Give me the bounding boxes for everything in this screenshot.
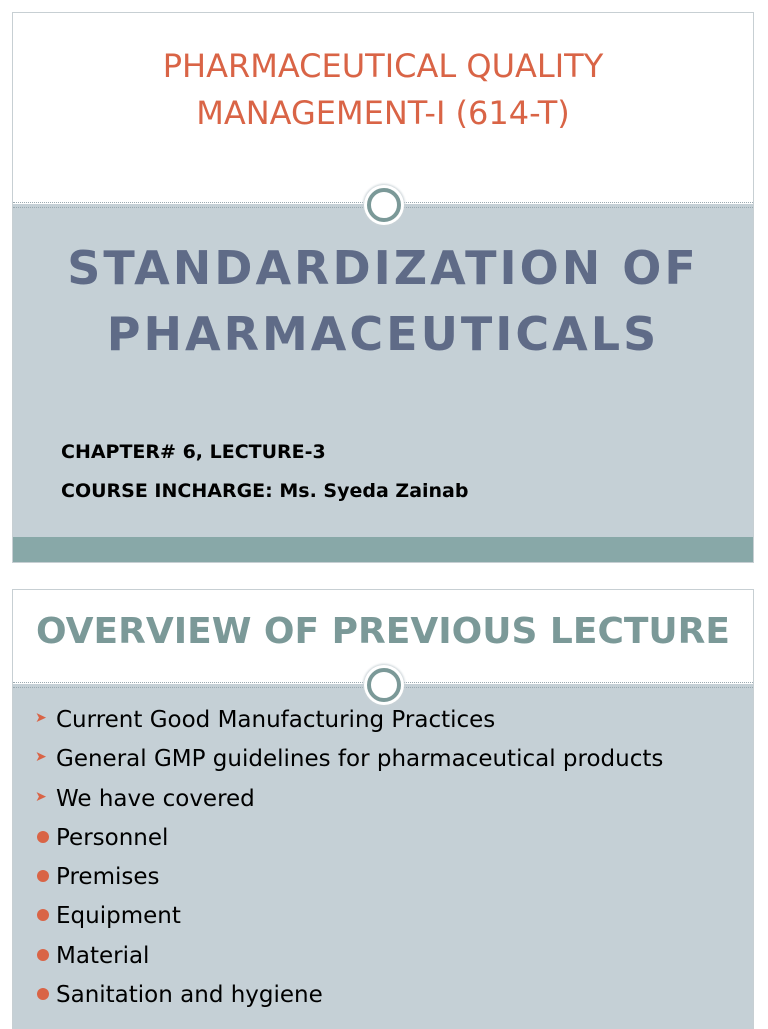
list-item <box>35 941 663 980</box>
list-item-text: We have covered <box>56 785 255 812</box>
arrow-bullet-icon: ➤ <box>35 788 47 805</box>
slide-title <box>12 12 754 563</box>
list-item-text: Current Good Manufacturing Practices <box>56 707 496 733</box>
footer-band <box>13 537 753 563</box>
dot-bullet-icon <box>37 909 49 921</box>
slide-header-area <box>13 13 753 204</box>
main-title-line1: STANDARDIZATION OF <box>67 241 699 295</box>
list-item-text: Sanitation and hygiene <box>56 982 323 1009</box>
slide-overview <box>12 589 754 1029</box>
dot-bullet-icon <box>37 949 49 961</box>
list-item-text: General GMP guidelines for pharmaceutical products <box>56 746 664 773</box>
overview-title: OVERVIEW OF PREVIOUS LECTURE <box>36 611 730 652</box>
arrow-bullet-icon: ➤ <box>35 710 47 726</box>
dot-bullet-icon <box>37 831 49 843</box>
list-item-text: Equipment <box>56 903 181 930</box>
list-item <box>35 784 663 823</box>
arrow-bullet-icon: ➤ <box>35 749 47 766</box>
chapter-label: CHAPTER# 6, LECTURE-3 <box>61 441 326 463</box>
list-item <box>35 980 663 1019</box>
list-item <box>35 823 663 862</box>
list-item <box>35 705 663 744</box>
course-incharge-label: COURSE INCHARGE: Ms. Syeda Zainab <box>61 480 469 502</box>
list-item <box>35 901 663 940</box>
dot-bullet-icon <box>37 870 49 882</box>
main-title <box>13 235 753 367</box>
list-item-text: Premises <box>56 864 160 891</box>
list-item-text: Personnel <box>56 824 169 851</box>
course-title <box>13 43 753 137</box>
ring-ornament-icon <box>367 188 401 222</box>
dot-bullet-icon <box>37 988 49 1000</box>
list-item <box>35 862 663 901</box>
bullet-list <box>35 705 663 1019</box>
list-item-text: Material <box>56 942 150 969</box>
list-item <box>35 744 663 783</box>
lecture-info <box>61 433 468 511</box>
ring-ornament-icon <box>367 668 401 702</box>
course-title-line1: PHARMACEUTICAL QUALITY <box>162 47 604 85</box>
main-title-line2: PHARMACEUTICALS <box>106 307 660 361</box>
course-title-line2: MANAGEMENT-I (614-T) <box>196 94 570 132</box>
